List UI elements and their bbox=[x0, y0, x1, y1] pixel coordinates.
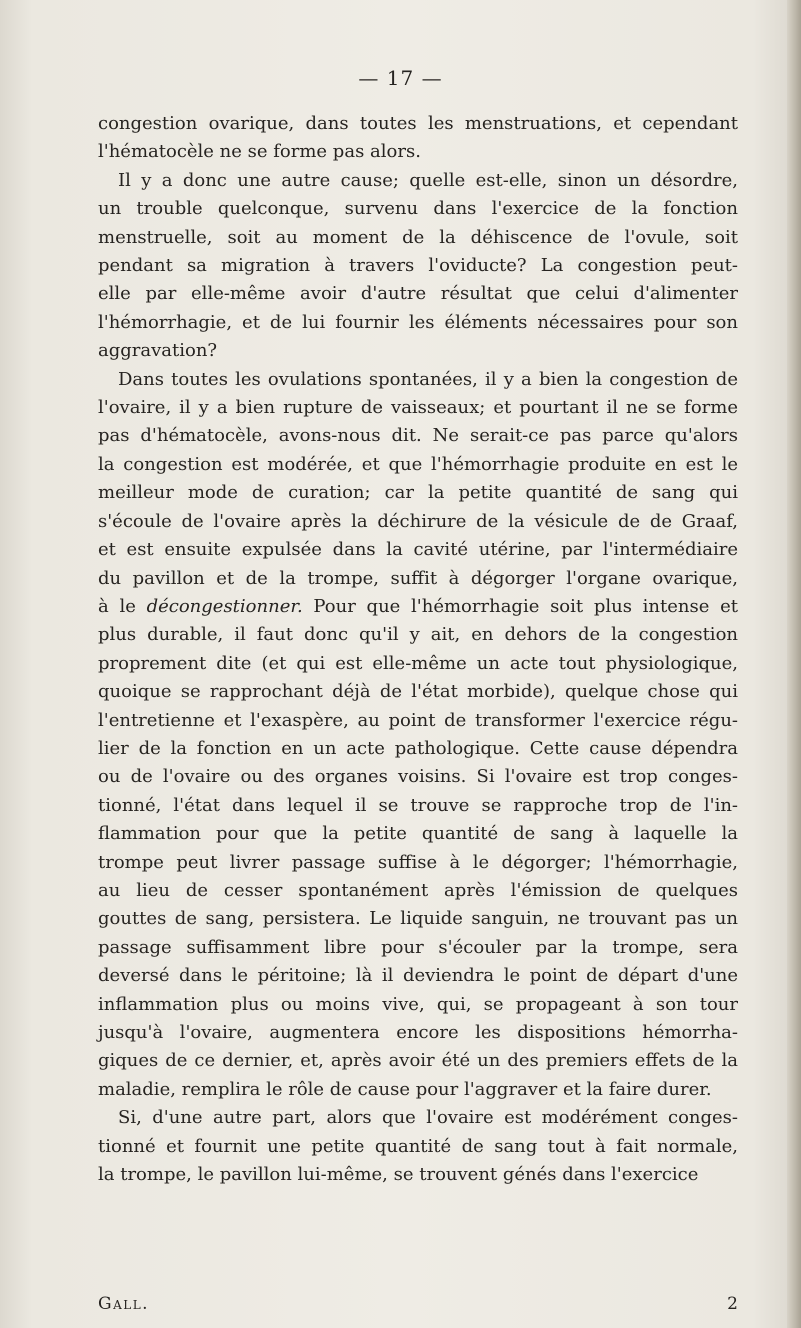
page-number: — 17 — bbox=[358, 66, 443, 90]
text-line: à le décongestionner. Pour que l'hémorrhagie soit plus intense et bbox=[98, 595, 738, 617]
text-line: flammation pour que la petite quantité de sang à laquelle la bbox=[98, 823, 738, 845]
text-line: passage suffisamment libre pour s'écouler par la trompe, sera bbox=[98, 936, 738, 958]
paragraph bbox=[98, 1104, 738, 1189]
paragraph bbox=[98, 167, 738, 366]
text-line: l'hématocèle ne se forme pas alors. bbox=[98, 141, 421, 163]
text-line: tionné et fournit une petite quantité de sang tout à fait normale, bbox=[98, 1135, 738, 1157]
text-line: ou de l'ovaire ou des organes voisins. Si l'ovaire est trop conges- bbox=[98, 766, 738, 788]
text-line: un trouble quelconque, survenu dans l'exercice de la fonction bbox=[98, 198, 738, 220]
sheet-number: 2 bbox=[727, 1294, 738, 1314]
text-line: la trompe, le pavillon lui-même, se trouvent génés dans l'exercice bbox=[98, 1164, 699, 1186]
text-line: maladie, remplira le rôle de cause pour l'aggraver et la faire durer. bbox=[98, 1078, 712, 1100]
text-line: proprement dite (et qui est elle-même un acte tout physiologique, bbox=[98, 652, 738, 674]
text-line: Si, d'une autre part, alors que l'ovaire est modérément conges- bbox=[118, 1107, 738, 1129]
text-line: aggravation? bbox=[98, 340, 218, 362]
text-line: menstruelle, soit au moment de la déhiscence de l'ovule, soit bbox=[98, 226, 738, 248]
text-line: Dans toutes les ovulations spontanées, il y a bien la congestion de bbox=[118, 368, 738, 390]
text-line: Il y a donc une autre cause; quelle est-elle, sinon un désordre, bbox=[118, 169, 738, 191]
page-edge bbox=[787, 0, 801, 1328]
paragraph bbox=[98, 110, 738, 167]
text-line: au lieu de cesser spontanément après l'émission de quelques bbox=[98, 879, 738, 901]
text-line: l'entretienne et l'exaspère, au point de transformer l'exercice régu- bbox=[98, 709, 738, 731]
text-line: la congestion est modérée, et que l'hémorrhagie produite en est le bbox=[98, 453, 738, 475]
text-line: giques de ce dernier, et, après avoir été un des premiers effets de la bbox=[98, 1050, 738, 1072]
text-line: elle par elle-même avoir d'autre résultat que celui d'alimenter bbox=[98, 283, 738, 305]
text-line: tionné, l'état dans lequel il se trouve se rapproche trop de l'in- bbox=[98, 794, 738, 816]
text-line: du pavillon et de la trompe, suffit à dégorger l'organe ovarique, bbox=[98, 567, 738, 589]
text-line: congestion ovarique, dans toutes les menstruations, et cependant bbox=[98, 113, 738, 134]
body-text bbox=[98, 110, 738, 1189]
text-line: plus durable, il faut donc qu'il y ait, en dehors de la congestion bbox=[98, 624, 738, 646]
text-line: lier de la fonction en un acte pathologique. Cette cause dépendra bbox=[98, 737, 738, 759]
text-line: gouttes de sang, persistera. Le liquide sanguin, ne trouvant pas un bbox=[98, 908, 738, 930]
text-line: meilleur mode de curation; car la petite quantité de sang qui bbox=[98, 482, 738, 504]
text-line: pendant sa migration à travers l'oviducte? La congestion peut- bbox=[98, 255, 738, 277]
text-line: quoique se rapprochant déjà de l'état morbide), quelque chose qui bbox=[98, 681, 738, 703]
text-line: l'ovaire, il y a bien rupture de vaisseaux; et pourtant il ne se forme bbox=[98, 397, 738, 419]
text-line: trompe peut livrer passage suffise à le dégorger; l'hémorrhagie, bbox=[98, 851, 738, 873]
paragraph bbox=[98, 366, 738, 1105]
text-line: inflammation plus ou moins vive, qui, se propageant à son tour bbox=[98, 993, 738, 1015]
text-line: s'écoule de l'ovaire après la déchirure de la vésicule de de Graaf, bbox=[98, 510, 738, 532]
text-line: deversé dans le péritoine; là il deviendra le point de départ d'une bbox=[98, 965, 738, 987]
text-line: pas d'hématocèle, avons-nous dit. Ne serait-ce pas parce qu'alors bbox=[98, 425, 738, 447]
signature-mark: Gall. bbox=[98, 1294, 150, 1314]
text-line: et est ensuite expulsée dans la cavité utérine, par l'intermédiaire bbox=[98, 539, 738, 561]
text-line: jusqu'à l'ovaire, augmentera encore les dispositions hémorrha- bbox=[98, 1022, 738, 1043]
text-line: l'hémorrhagie, et de lui fournir les éléments nécessaires pour son bbox=[98, 311, 738, 333]
